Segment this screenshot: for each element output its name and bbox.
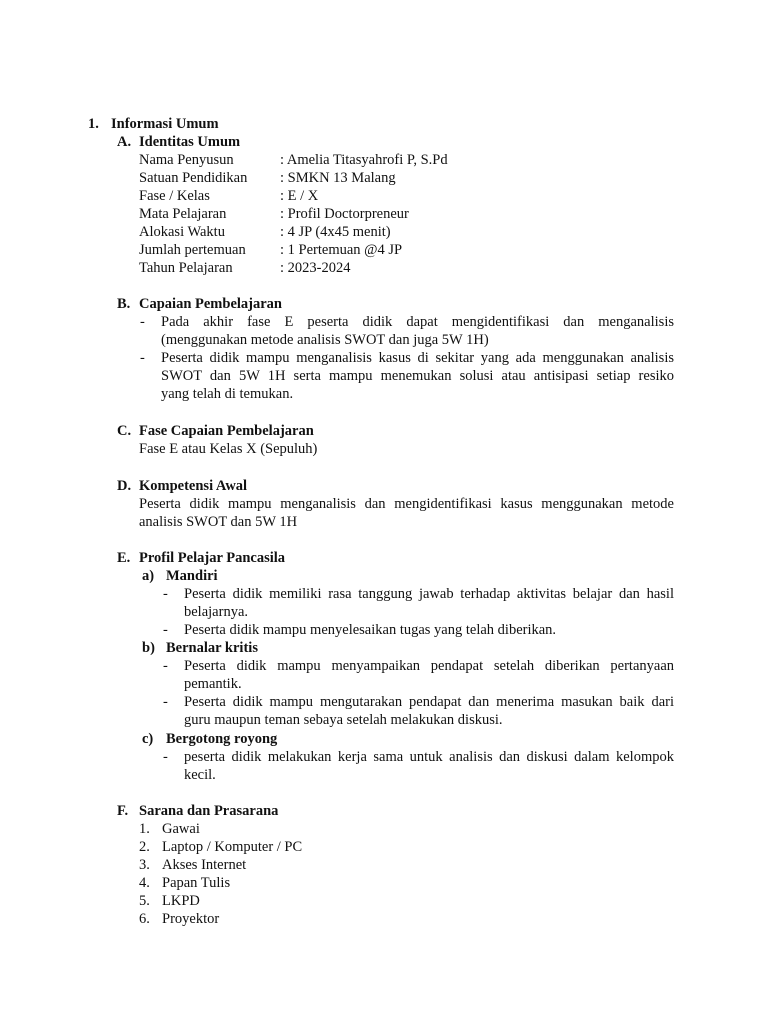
identity-value: : 1 Pertemuan @4 JP: [280, 242, 403, 258]
sub-item-letter: a): [142, 568, 155, 584]
subsection-f-title: Sarana dan Prasarana: [139, 803, 279, 819]
sub-item-letter: c): [142, 731, 154, 747]
bullet-text: Peserta didik mampu mengutarakan pendapat dan menerima masukan baik dari: [184, 694, 674, 710]
subsection-e-title: Profil Pelajar Pancasila: [139, 550, 286, 566]
subsection-e-letter: E.: [117, 550, 131, 566]
subsection-f-letter: F.: [117, 803, 129, 819]
sub-item-title: Bernalar kritis: [166, 640, 258, 656]
identity-label: Jumlah pertemuan: [139, 242, 246, 258]
subsection-c-title: Fase Capaian Pembelajaran: [139, 423, 314, 439]
bullet-text: kecil.: [184, 767, 216, 783]
subsection-d-title: Kompetensi Awal: [139, 478, 248, 494]
bullet-text: Peserta didik mampu menyampaikan pendapat setelah diberikan pertanyaan: [184, 658, 674, 674]
sub-item-letter: b): [142, 640, 155, 656]
bullet-dash: -: [140, 314, 145, 330]
paragraph-text: Fase E atau Kelas X (Sepuluh): [139, 441, 318, 457]
identity-value: : Amelia Titasyahrofi P, S.Pd: [280, 152, 448, 168]
identity-value: : 4 JP (4x45 menit): [280, 224, 391, 240]
bullet-dash: -: [163, 658, 168, 674]
list-item-number: 1.: [139, 821, 150, 837]
bullet-text: SWOT dan 5W 1H serta mampu menemukan solusi atau antisipasi setiap resiko: [161, 368, 674, 384]
sub-item-title: Mandiri: [166, 568, 218, 584]
identity-value: : Profil Doctorpreneur: [280, 206, 409, 222]
list-item-number: 2.: [139, 839, 150, 855]
identity-value: : E / X: [280, 188, 319, 204]
subsection-c-letter: C.: [117, 423, 132, 439]
identity-value: : 2023-2024: [280, 260, 351, 276]
subsection-d-letter: D.: [117, 478, 132, 494]
bullet-text: pemantik.: [184, 676, 242, 692]
identity-label: Mata Pelajaran: [139, 206, 227, 222]
subsection-a-title: Identitas Umum: [139, 134, 241, 150]
bullet-text: Pada akhir fase E peserta didik dapat mengidentifikasi dan menganalisis: [161, 314, 674, 330]
bullet-dash: -: [163, 586, 168, 602]
list-item-number: 5.: [139, 893, 150, 909]
list-item: Laptop / Komputer / PC: [162, 839, 303, 855]
subsection-a-letter: A.: [117, 134, 132, 150]
bullet-text: belajarnya.: [184, 604, 249, 620]
bullet-text: Peserta didik mampu menganalisis kasus di sekitar yang ada menggunakan analisis: [161, 350, 674, 366]
list-item: LKPD: [162, 893, 200, 909]
list-item: Akses Internet: [162, 857, 247, 873]
list-item: Proyektor: [162, 911, 220, 927]
identity-label: Nama Penyusun: [139, 152, 234, 168]
paragraph-text: Peserta didik mampu menganalisis dan mengidentifikasi kasus menggunakan metode: [139, 496, 674, 512]
bullet-text: yang telah di temukan.: [161, 386, 294, 402]
bullet-dash: -: [140, 350, 145, 366]
identity-label: Alokasi Waktu: [139, 224, 225, 240]
bullet-text: guru maupun teman sebaya setelah melakukan diskusi.: [184, 712, 503, 728]
identity-label: Tahun Pelajaran: [139, 260, 233, 276]
list-item: Gawai: [162, 821, 200, 837]
identity-label: Fase / Kelas: [139, 188, 210, 204]
paragraph-text: analisis SWOT dan 5W 1H: [139, 514, 298, 530]
identity-label: Satuan Pendidikan: [139, 170, 248, 186]
subsection-b-title: Capaian Pembelajaran: [139, 296, 282, 312]
list-item: Papan Tulis: [162, 875, 231, 891]
bullet-dash: -: [163, 694, 168, 710]
section-title: Informasi Umum: [111, 116, 219, 132]
bullet-text: peserta didik melakukan kerja sama untuk analisis dan diskusi dalam kelompok: [184, 749, 674, 765]
bullet-text: Peserta didik mampu menyelesaikan tugas yang telah diberikan.: [184, 622, 557, 638]
bullet-dash: -: [163, 622, 168, 638]
list-item-number: 3.: [139, 857, 150, 873]
bullet-text: (menggunakan metode analisis SWOT dan juga 5W 1H): [161, 332, 489, 348]
list-item-number: 4.: [139, 875, 150, 891]
subsection-b-letter: B.: [117, 296, 131, 312]
list-item-number: 6.: [139, 911, 150, 927]
sub-item-title: Bergotong royong: [166, 731, 278, 747]
section-number: 1.: [88, 116, 99, 132]
bullet-dash: -: [163, 749, 168, 765]
bullet-text: Peserta didik memiliki rasa tanggung jawab terhadap aktivitas belajar dan hasil: [184, 586, 674, 602]
identity-value: : SMKN 13 Malang: [280, 170, 396, 186]
